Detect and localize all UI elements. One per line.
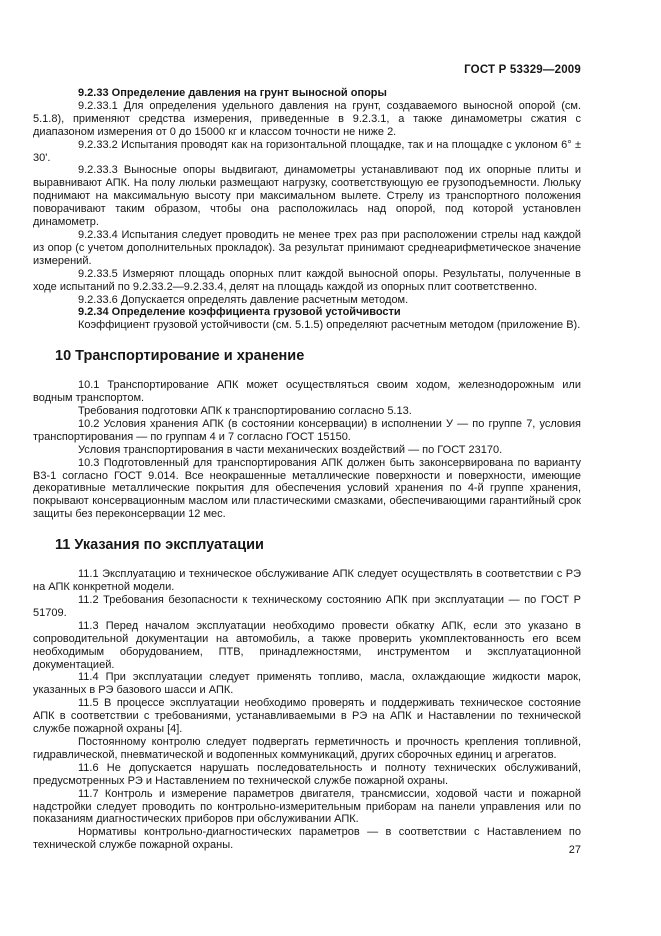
paragraph-11-6: 11.6 Не допускается нарушать последовательность и полноту технических обслуживаний, предусмотренных РЭ и Наставлением по технической службе пожарной охраны. xyxy=(33,761,581,787)
paragraph-9-2-33-6: 9.2.33.6 Допускается определять давление расчетным методом. xyxy=(78,293,409,306)
paragraph-11-7: 11.7 Контроль и измерение параметров двигателя, трансмиссии, ходовой части и пожарной надстройки следует проводить по контрольно-измерительным приборам на панели управления или по показаниям диагностических приборов при обслуживании АПК. xyxy=(33,787,581,826)
document-body xyxy=(33,87,581,852)
paragraph-9-2-33-1: 9.2.33.1 Для определения удельного давления на грунт, создаваемого выносной опорой (см. 5.1.8), применяют средства измерения, приведенные в 9.2.3.1, а также динамометры сжатия с диапазоном измерения от 0 до 15000 кг и классом точности не ниже 2. xyxy=(33,99,581,138)
paragraph-10-2: 10.2 Условия хранения АПК (в состоянии консервации) в исполнении У — по группе 7, условия транспортирования — по группам 4 и 7 согласно ГОСТ 15150. xyxy=(33,417,581,443)
paragraph-9-2-33-3: 9.2.33.3 Выносные опоры выдвигают, динамометры устанавливают под их опорные плиты и выравнивают АПК. На полу люльки размещают нагрузку, соответствующую ее грузоподъемности. Люльку поднимают на максимальную высоту при максимальном вылете. Стрелу из транспортного положения поворачивают таким образом, чтобы она расположилась над опорой, под которой установлен динамометр. xyxy=(33,164,581,229)
subsection-heading-9-2-33: 9.2.33 Определение давления на грунт выносной опоры xyxy=(78,87,387,99)
paragraph-10-3: 10.3 Подготовленный для транспортирования АПК должен быть законсервирована по варианту В3-1 согласно ГОСТ 9.014. Все неокрашенные металлические поверхности и поверхности, имеющие декоративные металлические покрытия для обеспечения условий хранения по 4-й группе хранения, покрывают консервационным маслом или пластическими смазками, обеспечивающими гарантийный срок защиты без переконсервации 12 мес. xyxy=(33,456,581,521)
page-number: 27 xyxy=(568,844,581,856)
paragraph-10-1: 10.1 Транспортирование АПК может осуществляться своим ходом, железнодорожным или водным транспортом. xyxy=(33,379,581,405)
paragraph-11-3: 11.3 Перед началом эксплуатации необходимо провести обкатку АПК, если это указано в сопроводительной документации на автомобиль, а также проверить укомплектованность его всем необходимым оборудованием, ПТВ, принадлежностями, инструментом и эксплуатационной документацией. xyxy=(33,619,581,671)
paragraph-9-2-33-2: 9.2.33.2 Испытания проводят как на горизонтальной площадке, так и на площадке с уклоном 6° ± 30'. xyxy=(33,138,581,164)
paragraph-11-4: 11.4 При эксплуатации следует применять топливо, масла, охлаждающие жидкости марок, указанных в РЭ базового шасси и АПК. xyxy=(33,671,581,697)
paragraph-11-5: 11.5 В процессе эксплуатации необходимо проверять и поддерживать техническое состояние АПК в соответствии с требованиями, устанавливаемыми в РЭ на АПК и Наставлении по технической службе пожарной охраны [4]. xyxy=(33,697,581,736)
section-heading-11: 11 Указания по эксплуатации xyxy=(55,537,264,554)
subsection-heading-9-2-34: 9.2.34 Определение коэффициента грузовой устойчивости xyxy=(78,306,401,319)
paragraph-11-1: 11.1 Эксплуатацию и техническое обслуживание АПК следует осуществлять в соответствии с РЭ на АПК конкретной модели. xyxy=(33,568,581,594)
paragraph-10-1-note: Требования подготовки АПК к транспортированию согласно 5.13. xyxy=(78,405,412,418)
paragraph-10-2-note: Условия транспортирования в части механических воздействий — по ГОСТ 23170. xyxy=(78,443,503,456)
section-heading-10: 10 Транспортирование и хранение xyxy=(55,348,305,365)
paragraph-11-2: 11.2 Требования безопасности к техническому состоянию АПК при эксплуатации — по ГОСТ Р 51709. xyxy=(33,594,581,619)
paragraph-11-7-note: Нормативы контрольно-диагностических параметров — в соответствии с Наставлением по технической службе пожарной охраны. xyxy=(33,826,581,852)
paragraph-11-5-note: Постоянному контролю следует подвергать герметичность и прочность крепления топливной, гидравлической, пневматической и водопенных коммуникаций, других сборочных единиц и агрегатов. xyxy=(33,735,581,761)
paragraph-9-2-34-body: Коэффициент грузовой устойчивости (см. 5.1.5) определяют расчетным методом (приложение В). xyxy=(78,319,581,332)
paragraph-9-2-33-4: 9.2.33.4 Испытания следует проводить не менее трех раз при расположении стрелы над каждой из опор (с учетом дополнительных прокладок). За результат принимают среднеарифметическое значение измерений. xyxy=(33,228,581,267)
paragraph-9-2-33-5: 9.2.33.5 Измеряют площадь опорных плит каждой выносной опоры. Результаты, полученные в ходе испытаний по 9.2.33.2—9.2.33.4, делят на площадь каждой из опорных плит соответственно. xyxy=(33,267,581,293)
running-header: ГОСТ Р 53329—2009 xyxy=(464,64,581,76)
